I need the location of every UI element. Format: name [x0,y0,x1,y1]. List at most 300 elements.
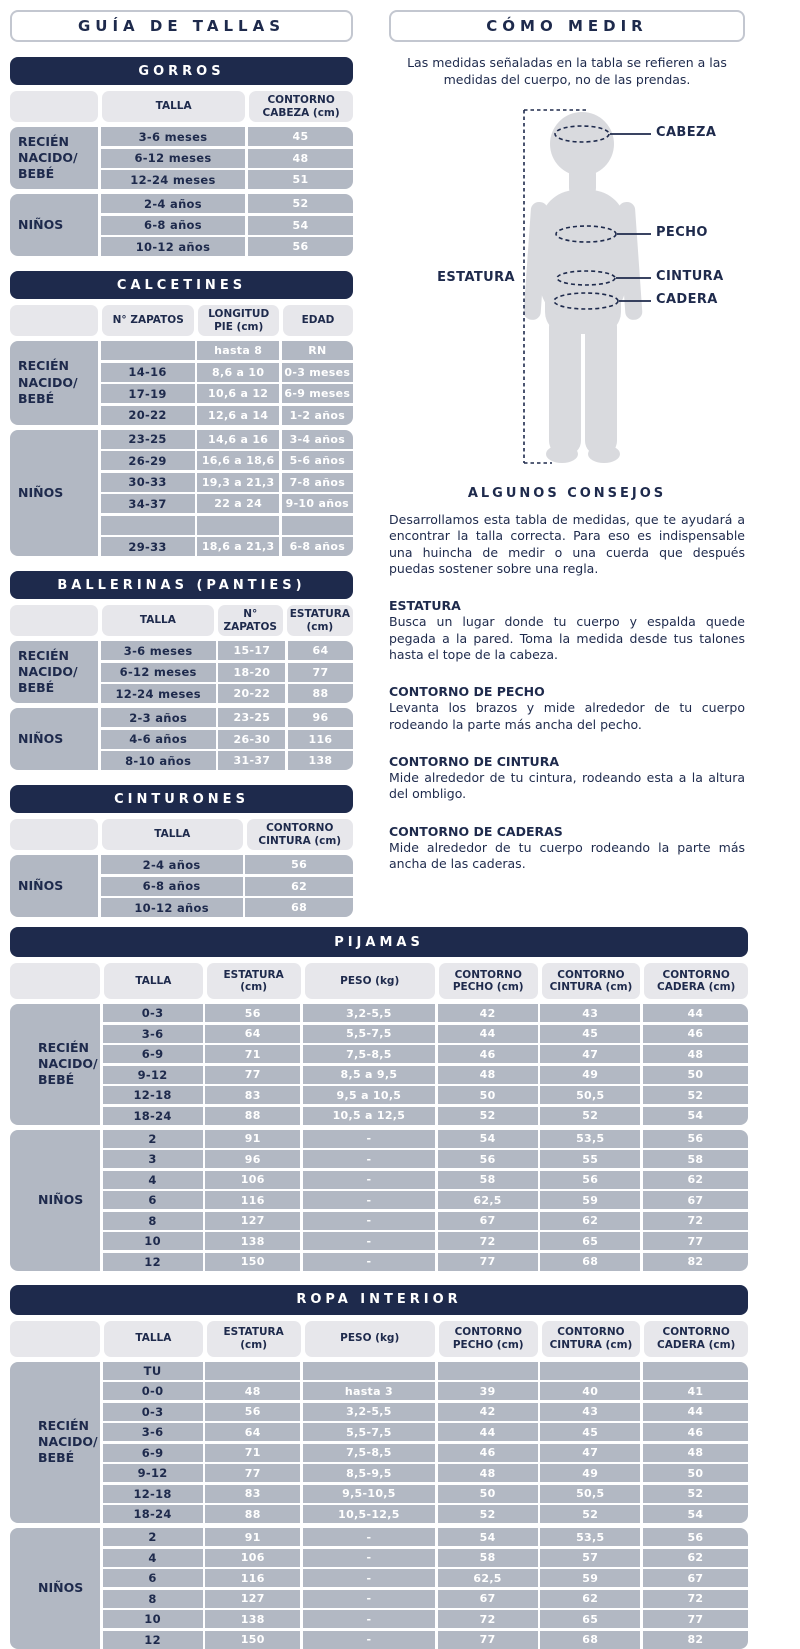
table-group [10,641,353,703]
table-cell: 96 [288,708,353,727]
table-cell [643,1362,748,1380]
table-cell: 8 [103,1212,203,1230]
table-cell: 67 [643,1191,748,1209]
table-cell: 83 [205,1086,300,1104]
table-cell: 54 [438,1130,538,1148]
table-cell: 48 [438,1464,538,1482]
table-cell: 4-6 años [101,730,216,749]
table-cell: TU [103,1362,203,1380]
table-cell: 59 [540,1191,640,1209]
table-cell: 3 [103,1150,203,1168]
corner-cell [10,963,100,999]
table-cell: 0-3 [103,1004,203,1022]
column-header: CONTORNO CABEZA (cm) [249,91,353,122]
table-cell: 23-25 [218,708,285,727]
column-header: CONTORNO CADERA (cm) [644,963,748,999]
table-cell: 56 [643,1130,748,1148]
measurement-diagram [419,98,749,470]
table-cell: 9-12 [103,1066,203,1084]
table-cell: 55 [540,1150,640,1168]
table-cell: 8 [103,1590,203,1608]
table-cell: 12,6 a 14 [197,406,279,425]
column-header: TALLA [102,605,214,636]
table-cell: 6-8 años [101,877,243,896]
table-cell: 54 [643,1505,748,1523]
group-label: NIÑOS [10,1528,100,1649]
table-cell: 8,5 a 9,5 [303,1066,435,1084]
table-cell [282,516,353,535]
table-cell: 48 [248,149,353,168]
table-group [10,855,353,917]
table-cell: 77 [288,663,353,682]
table-cell: - [303,1528,435,1546]
column-header: ESTATURA (cm) [207,963,301,999]
table-cell: 56 [438,1150,538,1168]
table-cell: 62,5 [438,1569,538,1587]
table-cell: 44 [438,1423,538,1441]
table-cell: 45 [248,127,353,146]
table-cell: 62 [245,877,353,896]
table-cell: 9-10 años [282,494,353,513]
tip-title: ESTATURA [389,598,461,613]
table-cell: 72 [438,1232,538,1250]
table-cell: 50,5 [540,1086,640,1104]
column-header-row [10,605,353,636]
column-header: CONTORNO PECHO (cm) [439,1321,538,1357]
table-cell: 62 [540,1212,640,1230]
column-header-row [10,305,353,336]
table-cell: 5-6 años [282,451,353,470]
table-cell: 10,6 a 12 [197,384,279,403]
table-cell [540,1362,640,1380]
table-cell: 64 [205,1025,300,1043]
table-cell: 58 [643,1150,748,1168]
table-cell: 14-16 [101,363,195,382]
size-table-pijamas [10,927,748,1271]
table-cell: 67 [643,1569,748,1587]
table-cell [101,341,195,360]
table-cell: 0-0 [103,1382,203,1400]
table-cell: 20-22 [218,684,285,703]
table-cell: 10-12 años [101,237,246,256]
table-cell: 6 [103,1191,203,1209]
group-label: RECIÉN NACIDO/ BEBÉ [10,1004,100,1125]
table-cell: 18-24 [103,1505,203,1523]
table-cell: 47 [540,1444,640,1462]
table-cell: 65 [540,1610,640,1628]
table-cell: 39 [438,1382,538,1400]
left-column [10,10,353,917]
table-cell: 22 a 24 [197,494,279,513]
table-cell: 106 [205,1171,300,1189]
table-cell: 52 [438,1505,538,1523]
section-title-gorros: GORROS [10,57,353,85]
table-cell: 2 [103,1130,203,1148]
table-cell: 46 [643,1025,748,1043]
column-header-row [10,1321,748,1357]
table-cell: 106 [205,1549,300,1567]
tip-text: Mide alrededor de tu cuerpo rodeando la parte más ancha de las caderas. [389,839,745,871]
column-header: TALLA [102,819,243,850]
table-cell: 44 [643,1004,748,1022]
table-cell [101,516,195,535]
table-cell [197,516,279,535]
table-cell: 3-6 meses [101,641,216,660]
corner-cell [10,91,98,122]
table-cell: 3,2-5,5 [303,1403,435,1421]
table-cell: 88 [205,1107,300,1125]
table-cell: 42 [438,1403,538,1421]
table-cell: 88 [205,1505,300,1523]
table-cell: 82 [643,1253,748,1271]
table-cell: - [303,1130,435,1148]
group-label: RECIÉN NACIDO/ BEBÉ [10,341,98,425]
table-cell: 62,5 [438,1191,538,1209]
section-title-pijamas: PIJAMAS [10,927,748,957]
table-cell: - [303,1150,435,1168]
table-cell: 12-24 meses [101,170,246,189]
table-cell: 10-12 años [101,898,243,917]
tip-title: CONTORNO DE CINTURA [389,753,560,769]
table-cell: 2-4 años [101,194,246,213]
table-cell: 65 [540,1232,640,1250]
table-cell: 71 [205,1444,300,1462]
table-cell: 12 [103,1253,203,1271]
table-group [10,341,353,425]
table-cell: 91 [205,1528,300,1546]
table-cell: 64 [288,641,353,660]
consejos-title: ALGUNOS CONSEJOS [467,486,667,501]
column-header: TALLA [104,1321,203,1357]
table-cell: 29-33 [101,537,195,556]
table-cell [438,1362,538,1380]
table-cell: 56 [540,1171,640,1189]
column-header: LONGITUD PIE (cm) [198,305,279,336]
column-header-row [10,963,748,999]
tip-estatura [389,598,745,663]
table-cell: 8,6 a 10 [197,363,279,382]
estatura-label: ESTATURA [437,270,515,285]
table-cell: 6 [103,1569,203,1587]
table-cell: 12-24 meses [101,684,216,703]
column-header-row [10,819,353,850]
table-cell: 7-8 años [282,473,353,492]
table-cell: 48 [438,1066,538,1084]
table-cell: 48 [205,1382,300,1400]
table-cell: 43 [540,1004,640,1022]
table-cell: 62 [540,1590,640,1608]
table-cell: 83 [205,1485,300,1503]
table-cell: 18-20 [218,663,285,682]
table-cell: 56 [248,237,353,256]
table-cell: - [303,1631,435,1649]
table-cell: 2 [103,1528,203,1546]
table-cell: - [303,1590,435,1608]
table-cell: 56 [245,855,353,874]
table-cell: - [303,1171,435,1189]
como-medir-intro: Las medidas señaladas en la tabla se refieren a las medidas del cuerpo, no de las prendas. [407,55,727,87]
size-table-cinturones [10,785,353,917]
tip-title: CONTORNO DE CADERAS [389,823,563,839]
table-cell: 30-33 [101,473,195,492]
table-cell: 6-9 [103,1444,203,1462]
table-cell: 50 [643,1066,748,1084]
table-cell: 1-2 años [282,406,353,425]
cabeza-label: CABEZA [656,125,717,140]
table-cell: 91 [205,1130,300,1148]
table-cell: 0-3 meses [282,363,353,382]
size-table-ballerinas [10,571,353,770]
table-cell: 6-8 años [101,216,246,235]
table-cell: 52 [540,1107,640,1125]
table-group [10,430,353,557]
table-cell: 40 [540,1382,640,1400]
column-header: EDAD [283,305,353,336]
table-cell: 6-9 [103,1045,203,1063]
table-cell: 46 [643,1423,748,1441]
table-cell: - [303,1253,435,1271]
table-cell: 6-12 meses [101,149,246,168]
table-cell: 6-12 meses [101,663,216,682]
table-cell: 26-30 [218,730,285,749]
group-label: NIÑOS [10,194,98,256]
table-cell: 14,6 a 16 [197,430,279,449]
table-cell: 9,5 a 10,5 [303,1086,435,1104]
column-header: PESO (kg) [305,963,435,999]
table-cell: 12-18 [103,1485,203,1503]
group-label: RECIÉN NACIDO/ BEBÉ [10,641,98,703]
pecho-label: PECHO [656,225,708,240]
table-group [10,1362,748,1524]
group-label: RECIÉN NACIDO/ BEBÉ [10,1362,100,1524]
tip-text: Busca un lugar donde tu cuerpo y espalda quede pegada a la pared. Toma la medida desde tus talones hasta el tope de la cabeza. [389,614,745,662]
table-cell: 67 [438,1212,538,1230]
table-cell: 54 [643,1107,748,1125]
table-cell: 48 [643,1045,748,1063]
table-cell: 68 [540,1631,640,1649]
corner-cell [10,1321,100,1357]
table-group [10,1004,748,1125]
table-cell: - [303,1549,435,1567]
table-cell: 17-19 [101,384,195,403]
como-medir-section [389,10,745,872]
table-cell: 42 [438,1004,538,1022]
table-cell: 127 [205,1590,300,1608]
consejos-text: Desarrollamos esta tabla de medidas, que te ayudará a encontrar la talla correcta. Para eso es indispensable una huincha de medir o una cuerda que después puedas sostener sobre una regla. [389,512,745,576]
table-cell: 49 [540,1066,640,1084]
table-cell: 16,6 a 18,6 [197,451,279,470]
table-cell: - [303,1191,435,1209]
table-cell: 3,2-5,5 [303,1004,435,1022]
table-cell: 72 [643,1212,748,1230]
table-cell: 0-3 [103,1403,203,1421]
table-cell: 15-17 [218,641,285,660]
group-label: NIÑOS [10,430,98,557]
table-cell: 3-6 [103,1423,203,1441]
table-cell: 45 [540,1423,640,1441]
table-cell: 51 [248,170,353,189]
table-cell: 5,5-7,5 [303,1025,435,1043]
table-cell: 64 [205,1423,300,1441]
table-cell: 31-37 [218,751,285,770]
table-cell: 56 [205,1403,300,1421]
table-cell: 12 [103,1631,203,1649]
table-cell: 5,5-7,5 [303,1423,435,1441]
table-cell: 52 [643,1086,748,1104]
table-cell: 77 [438,1631,538,1649]
table-cell: 20-22 [101,406,195,425]
table-cell: 62 [643,1549,748,1567]
table-cell [303,1362,435,1380]
table-cell: 12-18 [103,1086,203,1104]
corner-cell [10,305,98,336]
table-cell: 127 [205,1212,300,1230]
child-silhouette [523,112,643,463]
table-cell: 43 [540,1403,640,1421]
table-cell: 48 [643,1444,748,1462]
table-group [10,1528,748,1649]
table-cell: 6-8 años [282,537,353,556]
column-header: ESTATURA (cm) [287,605,353,636]
table-cell: 3-4 años [282,430,353,449]
top-section [10,10,800,917]
table-cell: 6-9 meses [282,384,353,403]
table-cell: 7,5-8,5 [303,1444,435,1462]
table-cell: 72 [438,1610,538,1628]
table-cell: 44 [643,1403,748,1421]
table-cell: 50 [643,1464,748,1482]
table-cell: 18-24 [103,1107,203,1125]
table-cell: 77 [438,1253,538,1271]
group-label: NIÑOS [10,1130,100,1271]
table-cell: 150 [205,1253,300,1271]
table-cell: 41 [643,1382,748,1400]
table-cell: 44 [438,1025,538,1043]
table-cell: hasta 8 [197,341,279,360]
tip-title: CONTORNO DE PECHO [389,684,545,699]
table-cell: 3-6 meses [101,127,246,146]
table-cell: 54 [438,1528,538,1546]
table-cell: 68 [540,1253,640,1271]
table-cell: 58 [438,1549,538,1567]
column-header: CONTORNO CINTURA (cm) [542,963,641,999]
cintura-label: CINTURA [656,269,724,284]
group-label: RECIÉN NACIDO/ BEBÉ [10,127,98,189]
tip-text: Levanta los brazos y mide alrededor de tu cuerpo rodeando la parte más ancha del pecho. [389,700,745,732]
column-header-row [10,91,353,122]
table-cell: 52 [540,1505,640,1523]
table-cell: 2-4 años [101,855,243,874]
cadera-label: CADERA [656,292,718,307]
size-table-calcetines [10,271,353,556]
table-cell: 67 [438,1590,538,1608]
table-cell: 49 [540,1464,640,1482]
tip-contorno-cintura [389,754,745,803]
table-group [10,127,353,189]
table-cell: 77 [643,1610,748,1628]
table-cell: 4 [103,1549,203,1567]
table-cell: 138 [288,751,353,770]
table-cell: 34-37 [101,494,195,513]
table-cell: 3-6 [103,1025,203,1043]
table-cell: 52 [643,1485,748,1503]
table-cell: 53,5 [540,1528,640,1546]
tip-contorno-caderas [389,824,745,873]
page-title-left: GUÍA DE TALLAS [10,10,353,42]
column-header: CONTORNO CINTURA (cm) [542,1321,641,1357]
table-cell: 56 [205,1004,300,1022]
table-cell: 52 [438,1107,538,1125]
table-cell: 26-29 [101,451,195,470]
table-cell: 62 [643,1171,748,1189]
size-table-gorros [10,57,353,256]
table-cell: 57 [540,1549,640,1567]
table-cell: 46 [438,1045,538,1063]
table-cell: 71 [205,1045,300,1063]
table-cell [205,1362,300,1380]
table-cell: 50,5 [540,1485,640,1503]
table-cell: 116 [205,1191,300,1209]
table-cell: 72 [643,1590,748,1608]
table-cell: hasta 3 [303,1382,435,1400]
section-title-cinturones: CINTURONES [10,785,353,813]
table-cell: 7,5-8,5 [303,1045,435,1063]
tip-contorno-pecho [389,684,745,733]
table-cell: 8,5-9,5 [303,1464,435,1482]
table-cell: 88 [288,684,353,703]
table-cell: 56 [643,1528,748,1546]
column-header: CONTORNO CINTURA (cm) [247,819,353,850]
page-title-right: CÓMO MEDIR [389,10,745,42]
table-cell: 10,5-12,5 [303,1505,435,1523]
table-cell: - [303,1569,435,1587]
table-cell: 54 [248,216,353,235]
section-title-ropa-interior: ROPA INTERIOR [10,1285,748,1315]
table-group [10,708,353,770]
table-cell: 2-3 años [101,708,216,727]
table-cell: 52 [248,194,353,213]
column-header: CONTORNO CADERA (cm) [644,1321,748,1357]
table-cell: 18,6 a 21,3 [197,537,279,556]
corner-cell [10,819,98,850]
table-cell: 138 [205,1232,300,1250]
table-cell: 23-25 [101,430,195,449]
column-header: TALLA [104,963,203,999]
table-cell: 150 [205,1631,300,1649]
table-cell: 46 [438,1444,538,1462]
table-cell: 45 [540,1025,640,1043]
table-cell: 9-12 [103,1464,203,1482]
table-cell: 77 [643,1232,748,1250]
group-label: NIÑOS [10,708,98,770]
table-cell: 116 [205,1569,300,1587]
table-group [10,194,353,256]
table-cell: 116 [288,730,353,749]
column-header: N° ZAPATOS [218,605,283,636]
table-cell: 68 [245,898,353,917]
size-table-ropa-interior [10,1285,748,1649]
corner-cell [10,605,98,636]
column-header: CONTORNO PECHO (cm) [439,963,538,999]
table-cell: 47 [540,1045,640,1063]
table-cell: 9,5-10,5 [303,1485,435,1503]
table-cell: 10,5 a 12,5 [303,1107,435,1125]
group-label: NIÑOS [10,855,98,917]
column-header: TALLA [102,91,245,122]
table-cell: 82 [643,1631,748,1649]
table-cell: 19,3 a 21,3 [197,473,279,492]
table-cell: 8-10 años [101,751,216,770]
